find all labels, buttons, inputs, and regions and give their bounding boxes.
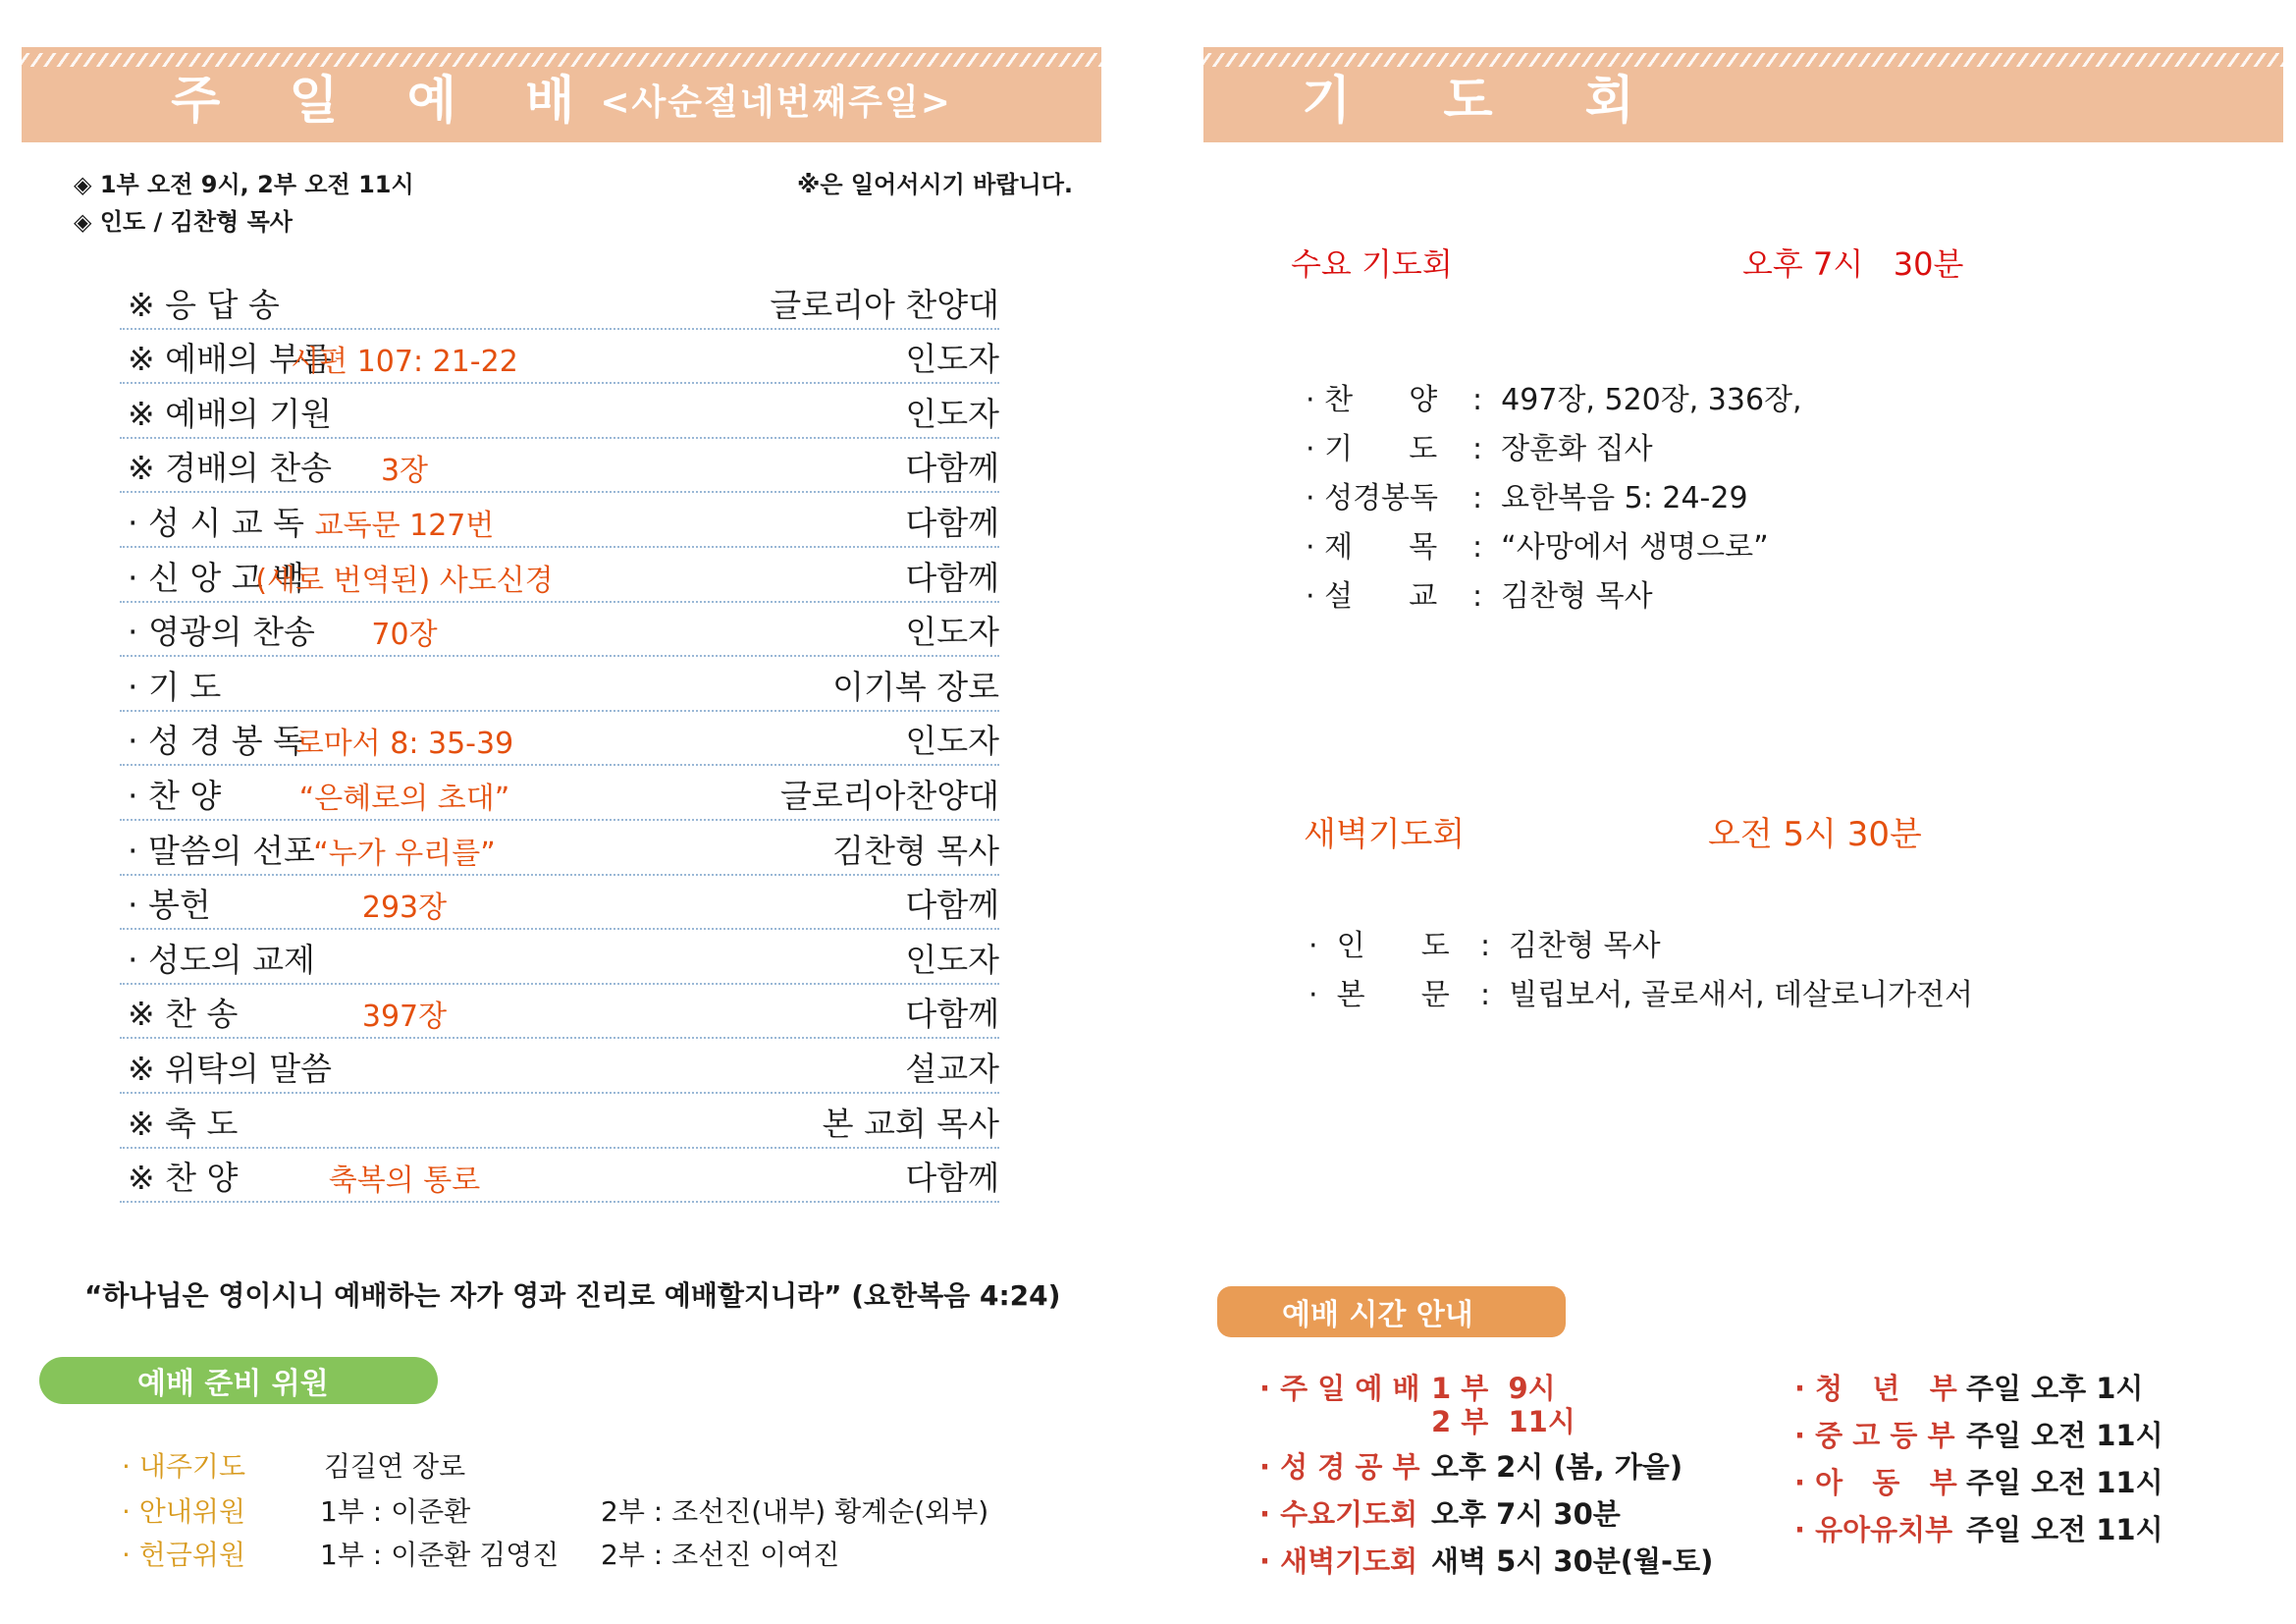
prep-label: · 헌금위원 — [122, 1539, 245, 1571]
order-item-name: · 영광의 찬송 — [128, 613, 315, 652]
order-item-name: · 성 시 교 독 — [128, 503, 304, 542]
order-row — [120, 821, 999, 876]
order-item-person: 인도자 — [905, 340, 999, 379]
order-row — [120, 1149, 999, 1204]
order-item-name: ※ 찬 송 — [128, 995, 239, 1034]
order-item-name: · 말씀의 선포 — [128, 831, 315, 870]
order-item-name: ※ 응 답 송 — [128, 285, 280, 324]
order-item-detail: 축복의 통로 — [328, 1164, 481, 1199]
order-item-person: 다함께 — [905, 558, 999, 597]
schedule-item: · 아 동 부 주일 오전 11시 — [1794, 1466, 2163, 1499]
prep-value: 김길연 장로 — [324, 1450, 466, 1483]
order-item-name: · 찬 양 — [128, 776, 222, 815]
prep-value: 1부 : 이준환 — [320, 1495, 471, 1528]
wed-item: · 성경봉독 : 요한복음 5: 24-29 — [1306, 481, 1748, 515]
dawn-title: 새벽기도회 — [1304, 815, 1466, 854]
prep-label: · 내주기도 — [122, 1450, 245, 1483]
order-item-name: ※ 경배의 찬송 — [128, 449, 333, 488]
order-item-person: 인도자 — [905, 394, 999, 433]
order-item-person: 이기복 장로 — [832, 667, 999, 706]
order-row — [120, 1039, 999, 1094]
schedule-item: · 주 일 예 배 1 부 9시 — [1259, 1372, 1556, 1405]
order-row — [120, 766, 999, 821]
order-item-person: 설교자 — [905, 1049, 999, 1088]
prep-value: 2부 : 조선진(내부) 황계순(외부) — [601, 1495, 989, 1528]
schedule-item: · 청 년 부 주일 오후 1시 — [1794, 1372, 2144, 1405]
order-item-detail: 시편 107: 21-22 — [291, 345, 518, 380]
order-item-name: ※ 예배의 부름 — [128, 340, 333, 379]
schedule-title: 예배 시간 안내 — [1282, 1298, 1473, 1332]
order-row — [120, 657, 999, 712]
order-row — [120, 330, 999, 385]
order-item-detail: 293장 — [361, 891, 448, 926]
order-item-name: · 신 앙 고 백 — [128, 558, 304, 597]
order-item-person: 본 교회 목사 — [822, 1104, 999, 1143]
stand-note: ※은 일어서시기 바랍니다. — [797, 171, 1073, 198]
order-row — [120, 603, 999, 658]
order-item-person: 다함께 — [905, 1159, 999, 1198]
prayer-banner — [1203, 47, 2283, 142]
order-row — [120, 439, 999, 494]
worship-subtitle: <사순절네번째주일> — [600, 82, 952, 123]
wed-time: 오후 7시 30분 — [1742, 245, 1964, 283]
schedule-item: · 중 고 등 부 주일 오전 11시 — [1794, 1419, 2163, 1452]
order-item-detail: 397장 — [361, 1000, 448, 1035]
order-row — [120, 876, 999, 931]
order-item-person: 인도자 — [905, 613, 999, 652]
dawn-item: · 본 문 : 빌립보서, 골로새서, 데살로니가전서 — [1308, 978, 1974, 1012]
order-row — [120, 384, 999, 439]
prep-row-offering — [122, 1534, 245, 1573]
order-item-detail: (새로 번역된) 사도신경 — [255, 563, 554, 598]
dawn-time: 오전 5시 30분 — [1708, 815, 1922, 854]
prep-row-prayer — [122, 1445, 245, 1485]
order-item-name: ※ 예배의 기원 — [128, 394, 333, 433]
order-row — [120, 712, 999, 767]
order-item-person: 인도자 — [905, 940, 999, 979]
dawn-item: · 인 도 : 김찬형 목사 — [1308, 929, 1661, 963]
order-item-person: 다함께 — [905, 886, 999, 925]
schedule-pill — [1217, 1286, 1566, 1337]
order-item-name: ※ 축 도 — [128, 1104, 239, 1143]
order-item-detail: 3장 — [380, 454, 429, 489]
order-item-person: 다함께 — [905, 449, 999, 488]
prep-row-usher — [122, 1490, 245, 1530]
scripture-quote: “하나님은 영이시니 예배하는 자가 영과 진리로 예배할지니라” (요한복음 4:24) — [84, 1279, 1061, 1312]
order-row — [120, 985, 999, 1040]
worship-order — [120, 275, 999, 1203]
wed-item: · 설 교 : 김찬형 목사 — [1306, 579, 1653, 614]
order-item-detail: “누가 우리를” — [313, 836, 496, 871]
order-item-name: ※ 찬 양 — [128, 1159, 239, 1198]
order-item-name: · 기 도 — [128, 667, 222, 706]
wed-item: · 찬 양 : 497장, 520장, 336장, — [1306, 383, 1802, 417]
order-row — [120, 493, 999, 548]
worship-title: 주 일 예 배 — [171, 72, 601, 131]
order-item-name: · 성도의 교제 — [128, 940, 315, 979]
prep-committee-pill — [39, 1357, 438, 1404]
order-item-detail: 로마서 8: 35-39 — [294, 727, 514, 762]
wed-title: 수요 기도회 — [1291, 245, 1453, 283]
wed-item: · 제 목 : “사망에서 생명으로” — [1306, 530, 1769, 565]
schedule-item: · 성 경 공 부 오후 2시 (봄, 가을) — [1259, 1450, 1683, 1484]
order-item-detail: 70장 — [371, 618, 438, 653]
order-item-person: 김찬형 목사 — [832, 831, 999, 870]
order-item-name: · 성 경 봉 독 — [128, 722, 304, 761]
order-row — [120, 1094, 999, 1149]
schedule-item: 2 부 11시 — [1431, 1405, 1575, 1438]
service-leader: ◈ 인도 / 김찬형 목사 — [74, 208, 293, 236]
order-item-name: · 봉헌 — [128, 886, 211, 925]
order-item-person: 다함께 — [905, 995, 999, 1034]
order-item-person: 다함께 — [905, 503, 999, 542]
order-item-detail: “은혜로의 초대” — [298, 781, 510, 816]
order-row — [120, 930, 999, 985]
order-row — [120, 548, 999, 603]
wed-item: · 기 도 : 장훈화 집사 — [1306, 432, 1653, 466]
prep-committee-title: 예배 준비 위원 — [137, 1367, 329, 1401]
order-item-person: 글로리아찬양대 — [779, 776, 999, 815]
order-item-name: ※ 위탁의 말씀 — [128, 1049, 333, 1088]
order-item-person: 글로리아 찬양대 — [770, 285, 999, 324]
service-times: ◈ 1부 오전 9시, 2부 오전 11시 — [74, 171, 414, 198]
schedule-item: · 새벽기도회 새벽 5시 30분(월-토) — [1259, 1544, 1714, 1578]
worship-banner — [22, 47, 1101, 142]
prep-label: · 안내위원 — [122, 1495, 245, 1528]
prep-value: 2부 : 조선진 이여진 — [601, 1539, 840, 1571]
prayer-title: 기 도 회 — [1302, 72, 1672, 131]
schedule-item: · 유아유치부 주일 오전 11시 — [1794, 1513, 2163, 1546]
schedule-item: · 수요기도회 오후 7시 30분 — [1259, 1497, 1621, 1531]
order-item-detail: 교독문 127번 — [314, 508, 495, 543]
order-row — [120, 275, 999, 330]
prep-value: 1부 : 이준환 김영진 — [320, 1539, 560, 1571]
order-item-person: 인도자 — [905, 722, 999, 761]
